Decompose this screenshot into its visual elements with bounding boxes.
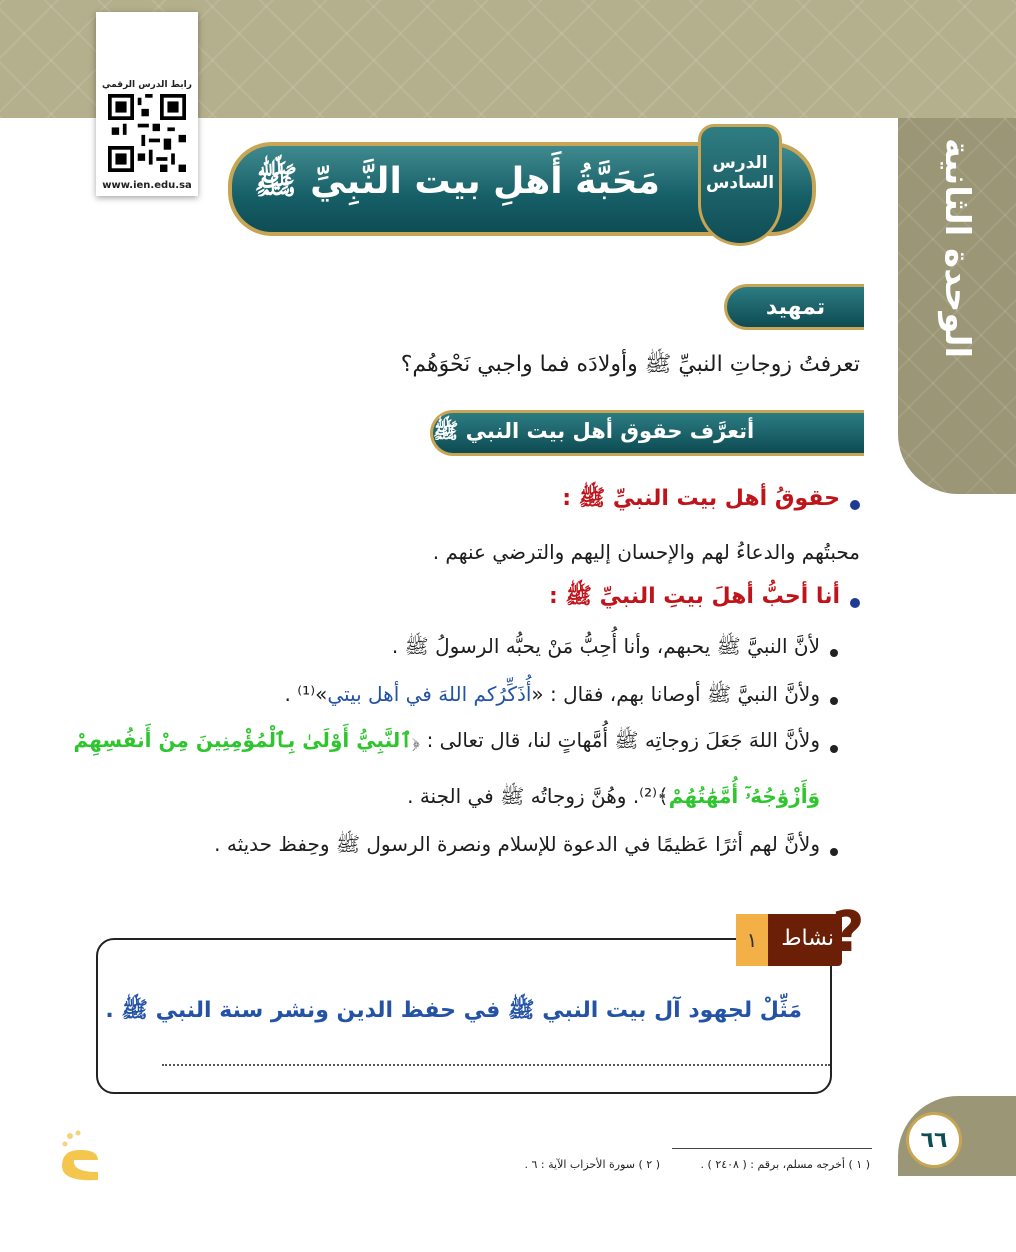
- intro-heading: تمهيد: [724, 284, 864, 330]
- footnote-rule: [672, 1148, 872, 1149]
- bullet-icon: [850, 500, 860, 510]
- reason-3-intro: ولأنَّ اللهَ جَعَلَ زوجاتِه ﷺ أُمَّهاتٍ لنا، قال تعالى : ﴿: [411, 728, 820, 752]
- lesson-badge: [698, 124, 782, 246]
- publisher-logo-icon: [56, 1128, 104, 1184]
- reason-2-ref: »⁽¹⁾ .: [284, 682, 328, 706]
- reason-2-intro: ولأنَّ النبيَّ ﷺ أوصانا بهم، فقال : «: [531, 682, 820, 706]
- activity-number: ١: [736, 914, 768, 966]
- lesson-badge-line1: الدرس: [712, 153, 768, 173]
- quran-verse-part-1: ٱلنَّبِيُّ أَوْلَىٰ بِٱلْمُؤْمِنِينَ مِنْ أَنفُسِهِمْ: [73, 728, 412, 752]
- rights-text: محبتُهم والدعاءُ لهم والإحسان إليهم والترضي عنهم .: [432, 540, 860, 564]
- rights-heading: حقوقُ أهل بيت النبيِّ ﷺ :: [562, 486, 840, 511]
- qr-code-icon[interactable]: [107, 94, 187, 172]
- intro-question: تعرفتُ زوجاتِ النبيِّ ﷺ وأولادَه فما واجبي نَحْوَهُم؟: [400, 352, 860, 377]
- footnote-1: ( ١ ) أخرجه مسلم، برقم : ( ٢٤٠٨ ) .: [700, 1158, 870, 1171]
- small-bullet-icon: [830, 697, 838, 705]
- lesson-badge-line2: السادس: [705, 173, 775, 193]
- footnote-2: ( ٢ ) سورة الأحزاب الآية : ٦ .: [524, 1158, 660, 1171]
- bullet-icon: [850, 598, 860, 608]
- question-mark-icon: ?: [832, 900, 865, 965]
- activity-prompt: مَثِّلْ لجهود آل بيت النبي ﷺ في حفظ الدين ونشر سنة النبي ﷺ .: [105, 998, 802, 1023]
- love-reason-4: ولأنَّ لهم أثرًا عَظيمًا في الدعوة للإسلام ونصرة الرسول ﷺ وحِفظ حديثه .: [214, 832, 820, 856]
- hadith-quote: أُذَكِّرُكم اللهَ في أهل بيتي: [327, 682, 532, 706]
- page-number: ٦٦: [906, 1112, 962, 1168]
- quran-verse-part-2: وَأَزْوَٰجُهُۥٓ أُمَّهَٰتُهُمْ: [668, 784, 820, 808]
- unit-title: الوحدة الثانية: [937, 137, 977, 359]
- love-heading: أنا أحبُّ أهلَ بيتِ النبيِّ ﷺ :: [548, 584, 840, 609]
- love-reason-2: [285, 682, 820, 711]
- love-reason-3: [74, 728, 820, 757]
- love-reason-1: لأنَّ النبيَّ ﷺ يحبهم، وأنا أُحِبُّ مَنْ يحبُّه الرسولُ ﷺ .: [391, 634, 820, 658]
- answer-line[interactable]: [162, 1064, 830, 1066]
- love-reason-3-cont: [407, 784, 820, 813]
- qr-url[interactable]: www.ien.edu.sa: [102, 180, 192, 191]
- qr-card[interactable]: [96, 12, 198, 196]
- small-bullet-icon: [830, 848, 838, 856]
- small-bullet-icon: [830, 745, 838, 753]
- small-bullet-icon: [830, 649, 838, 657]
- learn-heading: أتعرَّف حقوق أهل بيت النبي ﷺ: [430, 410, 864, 456]
- qr-label: رابط الدرس الرقمي: [102, 80, 192, 90]
- reason-3-end: ﴾⁽²⁾. وهُنَّ زوجاتُه ﷺ في الجنة .: [407, 784, 669, 808]
- activity-label: نشاط: [781, 926, 834, 951]
- lesson-title: مَحَبَّةُ أَهلِ بيت النَّبِيِّ ﷺ: [254, 161, 660, 202]
- activity-tab: [736, 914, 842, 966]
